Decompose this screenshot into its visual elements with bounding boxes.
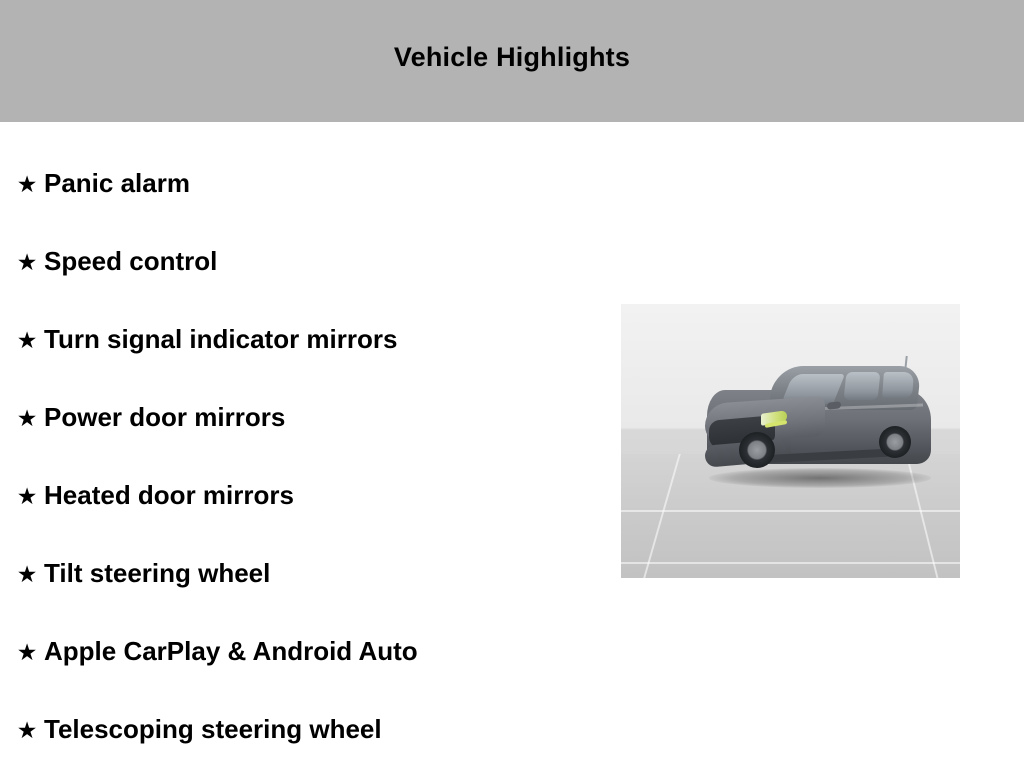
car-rear-window bbox=[882, 372, 914, 398]
star-icon: ★ bbox=[16, 483, 38, 509]
floor-line bbox=[621, 510, 960, 512]
highlight-label: Power door mirrors bbox=[44, 402, 286, 432]
vehicle-photo bbox=[621, 304, 960, 578]
list-item bbox=[10, 690, 610, 768]
star-icon: ★ bbox=[16, 249, 38, 275]
highlights-list bbox=[10, 144, 610, 768]
star-icon: ★ bbox=[16, 327, 38, 353]
floor-line bbox=[643, 454, 681, 578]
highlight-label: Telescoping steering wheel bbox=[44, 714, 382, 744]
header-band bbox=[0, 0, 1024, 122]
highlight-label: Speed control bbox=[44, 246, 218, 276]
list-item bbox=[10, 612, 610, 690]
car-illustration bbox=[699, 356, 937, 488]
star-icon: ★ bbox=[16, 405, 38, 431]
star-icon: ★ bbox=[16, 561, 38, 587]
star-icon: ★ bbox=[16, 717, 38, 743]
floor-line bbox=[621, 562, 960, 564]
highlight-label: Turn signal indicator mirrors bbox=[44, 324, 398, 354]
car-front-wheel bbox=[739, 432, 775, 468]
highlight-label: Tilt steering wheel bbox=[44, 558, 271, 588]
highlight-label: Heated door mirrors bbox=[44, 480, 294, 510]
list-item bbox=[10, 300, 610, 378]
list-item bbox=[10, 456, 610, 534]
list-item bbox=[10, 378, 610, 456]
list-item bbox=[10, 144, 610, 222]
car-shadow bbox=[709, 468, 931, 488]
list-item bbox=[10, 222, 610, 300]
star-icon: ★ bbox=[16, 171, 38, 197]
star-icon: ★ bbox=[16, 639, 38, 665]
highlight-label: Apple CarPlay & Android Auto bbox=[44, 636, 418, 666]
car-rear-wheel bbox=[879, 426, 911, 458]
list-item bbox=[10, 534, 610, 612]
car-front-window bbox=[844, 372, 881, 400]
page-title: Vehicle Highlights bbox=[393, 41, 631, 72]
highlight-label: Panic alarm bbox=[44, 168, 190, 198]
page-content bbox=[0, 122, 1024, 768]
